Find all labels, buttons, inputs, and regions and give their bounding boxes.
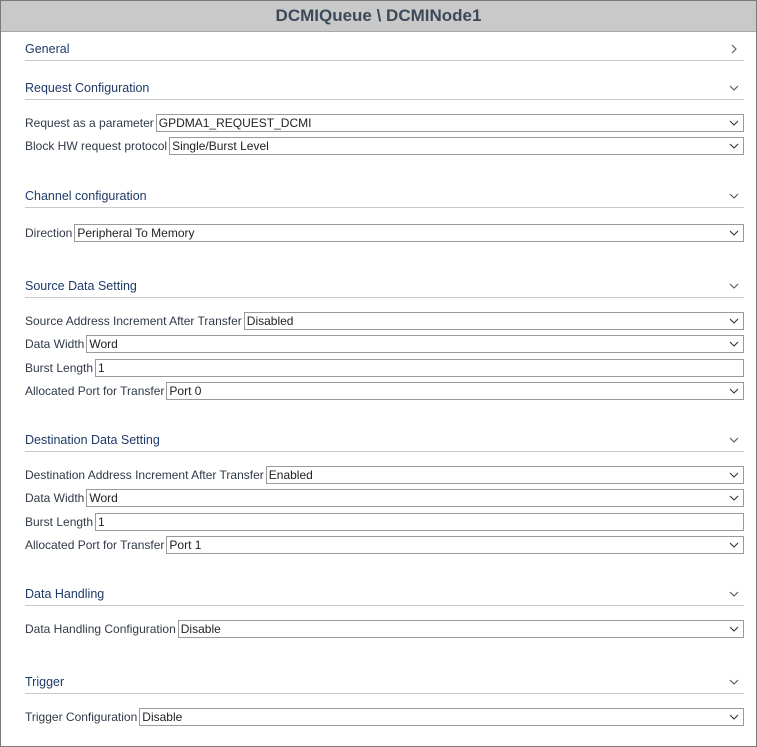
- source-port-select[interactable]: [166, 382, 744, 400]
- chevron-right-icon: [727, 42, 741, 56]
- dest-port-value: Port 1: [169, 538, 202, 552]
- section-source-title: Source Data Setting: [25, 279, 137, 293]
- handling-config-select[interactable]: [178, 620, 744, 638]
- section-general-title: General: [25, 42, 70, 56]
- dropdown-arrow-icon: [725, 225, 743, 241]
- dest-burst-input[interactable]: 1: [95, 513, 744, 531]
- handling-config-row: [25, 619, 744, 639]
- source-data-width-value: Word: [89, 337, 118, 351]
- section-handling-title: Data Handling: [25, 587, 105, 601]
- dropdown-arrow-icon: [725, 537, 743, 553]
- request-param-value: GPDMA1_REQUEST_DCMI: [158, 116, 312, 130]
- trigger-config-label: Trigger Configuration: [25, 710, 138, 724]
- source-addr-inc-row: [25, 311, 744, 331]
- section-channel-header[interactable]: [25, 185, 744, 208]
- section-request-title: Request Configuration: [25, 81, 150, 95]
- block-hw-value: Single/Burst Level: [172, 139, 269, 153]
- block-hw-row: [25, 136, 744, 156]
- trigger-config-select[interactable]: [139, 708, 744, 726]
- section-trigger-title: Trigger: [25, 675, 65, 689]
- direction-row: [25, 223, 744, 243]
- dropdown-arrow-icon: [725, 467, 743, 483]
- trigger-config-row: [25, 707, 744, 727]
- dest-burst-row: [25, 512, 744, 532]
- source-addr-inc-label: Source Address Increment After Transfer: [25, 314, 242, 328]
- section-source-header[interactable]: [25, 275, 744, 298]
- dest-port-label: Allocated Port for Transfer: [25, 538, 165, 552]
- section-handling-header[interactable]: [25, 583, 744, 606]
- section-general-header[interactable]: [25, 38, 744, 61]
- section-trigger-header[interactable]: [25, 671, 744, 694]
- window-title: DCMIQueue \ DCMINode1: [275, 6, 482, 25]
- dropdown-arrow-icon: [725, 709, 743, 725]
- source-data-width-select[interactable]: [86, 335, 744, 353]
- source-addr-inc-select[interactable]: [244, 312, 744, 330]
- request-param-label: Request as a parameter: [25, 116, 154, 130]
- dropdown-arrow-icon: [725, 115, 743, 131]
- chevron-down-icon: [727, 279, 741, 293]
- source-burst-input[interactable]: 1: [95, 359, 744, 377]
- dest-port-row: [25, 535, 744, 555]
- block-hw-select[interactable]: [169, 137, 744, 155]
- section-request-header[interactable]: [25, 77, 744, 100]
- block-hw-label: Block HW request protocol: [25, 139, 168, 153]
- request-param-select[interactable]: [156, 114, 744, 132]
- dropdown-arrow-icon: [725, 313, 743, 329]
- dest-addr-inc-row: [25, 465, 744, 485]
- dropdown-arrow-icon: [725, 138, 743, 154]
- chevron-down-icon: [727, 675, 741, 689]
- direction-label: Direction: [25, 226, 73, 240]
- dest-addr-inc-label: Destination Address Increment After Transfer: [25, 468, 264, 482]
- dropdown-arrow-icon: [725, 336, 743, 352]
- chevron-down-icon: [727, 433, 741, 447]
- direction-value: Peripheral To Memory: [77, 226, 195, 240]
- trigger-config-value: Disable: [142, 710, 183, 724]
- source-port-row: [25, 381, 744, 401]
- chevron-down-icon: [727, 587, 741, 601]
- window-titlebar: [1, 1, 756, 32]
- dropdown-arrow-icon: [725, 621, 743, 637]
- dest-burst-label: Burst Length: [25, 515, 94, 529]
- section-channel-title: Channel configuration: [25, 189, 147, 203]
- source-data-width-row: [25, 334, 744, 354]
- dest-port-select[interactable]: [166, 536, 744, 554]
- source-port-value: Port 0: [169, 384, 202, 398]
- section-destination-header[interactable]: [25, 429, 744, 452]
- chevron-down-icon: [727, 81, 741, 95]
- dest-data-width-value: Word: [89, 491, 118, 505]
- source-burst-row: [25, 358, 744, 378]
- chevron-down-icon: [727, 189, 741, 203]
- source-burst-label: Burst Length: [25, 361, 94, 375]
- handling-config-value: Disable: [180, 622, 221, 636]
- direction-select[interactable]: [74, 224, 744, 242]
- dest-data-width-row: [25, 488, 744, 508]
- dest-addr-inc-select[interactable]: [266, 466, 744, 484]
- dropdown-arrow-icon: [725, 490, 743, 506]
- source-port-label: Allocated Port for Transfer: [25, 384, 165, 398]
- source-addr-inc-value: Disabled: [246, 314, 294, 328]
- request-param-row: [25, 113, 744, 133]
- handling-config-label: Data Handling Configuration: [25, 622, 176, 636]
- dest-addr-inc-value: Enabled: [268, 468, 313, 482]
- dropdown-arrow-icon: [725, 383, 743, 399]
- source-data-width-label: Data Width: [25, 337, 85, 351]
- dest-data-width-select[interactable]: [86, 489, 744, 507]
- section-destination-title: Destination Data Setting: [25, 433, 160, 447]
- dest-data-width-label: Data Width: [25, 491, 85, 505]
